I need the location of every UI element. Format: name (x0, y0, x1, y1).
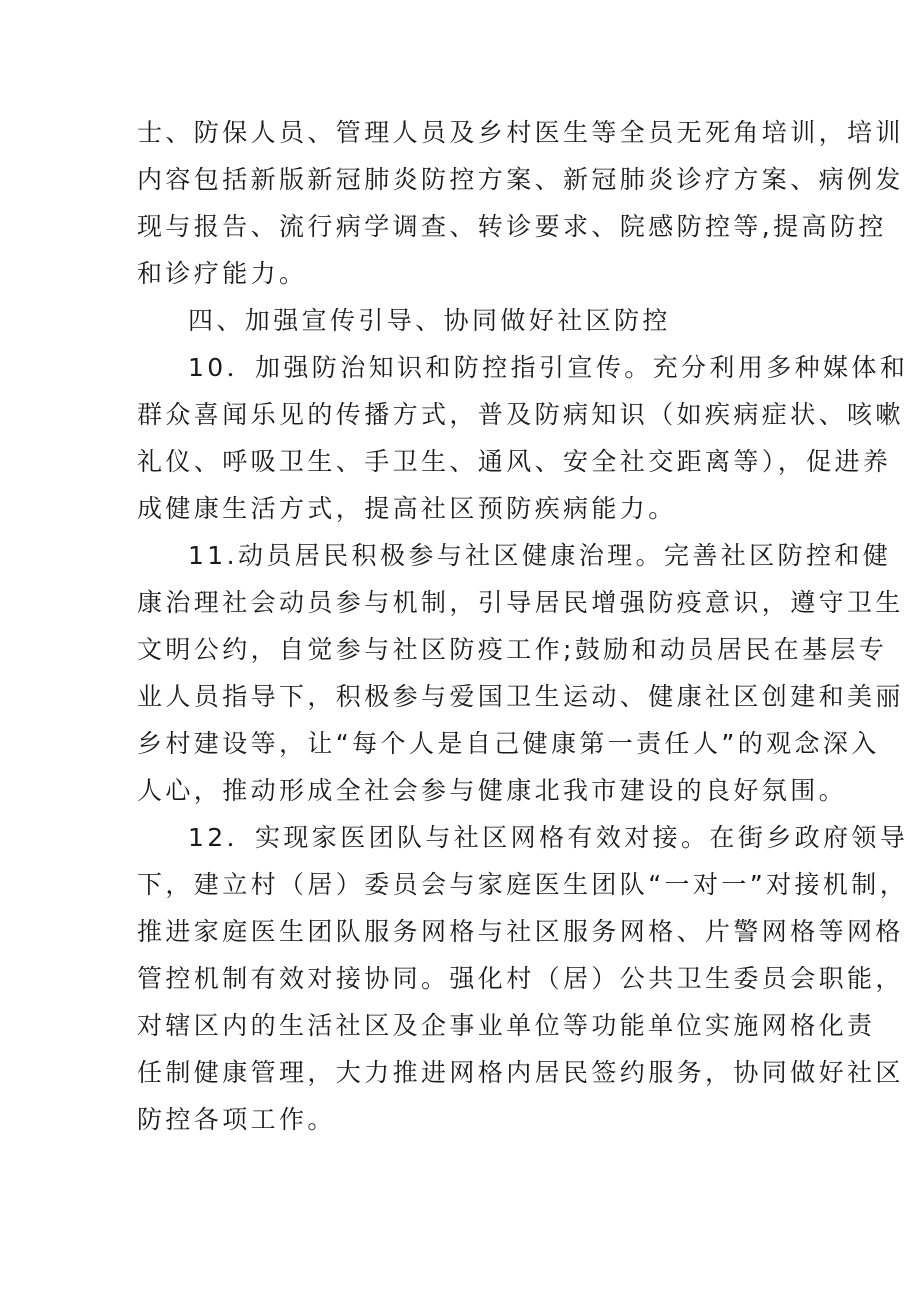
body-text-line: 士、防保人员、管理人员及乡村医生等全员无死角培训，培训 (137, 118, 904, 147)
body-text-line: 业人员指导下，积极参与爱国卫生运动、健康社区创建和美丽 (137, 682, 904, 711)
body-text-line: 防控各项工作。 (137, 1105, 336, 1134)
body-text-line: 推进家庭医生团队服务网格与社区服务网格、片警网格等网格 (137, 917, 904, 946)
item-10-heading-line: 10．加强防治知识和防控指引宣传。充分利用多种媒体和 (188, 353, 909, 382)
body-text-line: 成健康生活方式，提高社区预防疾病能力。 (137, 494, 677, 523)
body-text-line: 任制健康管理，大力推进网格内居民签约服务，协同做好社区 (137, 1058, 904, 1087)
body-text-line: 对辖区内的生活社区及企事业单位等功能单位实施网格化责 (137, 1011, 876, 1040)
section-heading: 四、加强宣传引导、协同做好社区防控 (188, 306, 671, 335)
body-text-line: 礼仪、呼吸卫生、手卫生、通风、安全社交距离等），促进养 (137, 447, 892, 476)
body-text-line: 内容包括新版新冠肺炎防控方案、新冠肺炎诊疗方案、病例发 (137, 165, 904, 194)
body-text-line: 管控机制有效对接协同。强化村（居）公共卫生委员会职能， (137, 964, 904, 993)
body-text-line: 康治理社会动员参与机制，引导居民增强防疫意识，遵守卫生 (137, 588, 904, 617)
body-text-line: 乡村建设等，让“每个人是自己健康第一责任人”的观念深入 (137, 729, 880, 758)
item-12-heading-line: 12．实现家医团队与社区网格有效对接。在街乡政府领导 (188, 823, 909, 852)
body-text-line: 人心，推动形成全社会参与健康北我市建设的良好氛围。 (137, 776, 848, 805)
body-text-line: 现与报告、流行病学调查、转诊要求、院感防控等,提高防控 (137, 212, 887, 241)
item-11-heading-line: 11.动员居民积极参与社区健康治理。完善社区防控和健 (188, 541, 892, 570)
body-text-line: 下，建立村（居）委员会与家庭医生团队“一对一”对接机制， (137, 870, 909, 899)
body-text-line: 文明公约，自觉参与社区防疫工作;鼓励和动员居民在基层专 (137, 635, 888, 664)
body-text-line: 群众喜闻乐见的传播方式，普及防病知识（如疾病症状、咳嗽 (137, 400, 904, 429)
body-text-line: 和诊疗能力。 (137, 259, 308, 288)
